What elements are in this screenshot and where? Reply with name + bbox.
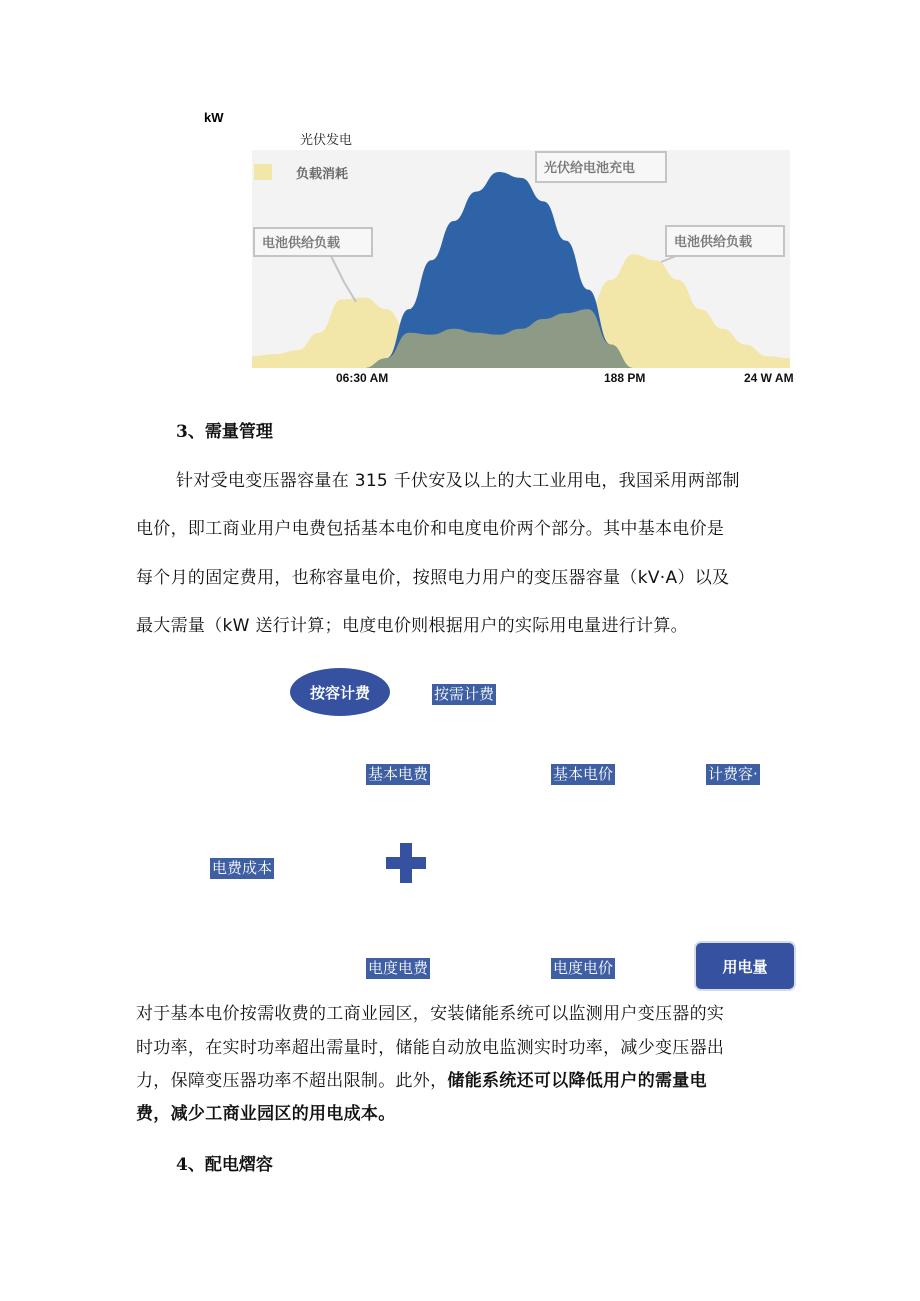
basic-price-label: 基本电价 bbox=[553, 765, 614, 783]
callout-center bbox=[536, 152, 666, 182]
basic-fee-label: 基本电费 bbox=[368, 765, 429, 783]
paragraph-line: 电价，即工商业用户电费包括基本电价和电度电价两个部分。其中基本电价是 bbox=[136, 519, 725, 539]
capacity-billing-ellipse: 按容计费 bbox=[290, 668, 390, 716]
callout-right bbox=[661, 226, 784, 262]
demand-billing-label: 按需计费 bbox=[434, 685, 495, 703]
paragraph-line: 时功率，在实时功率超出需量时，储能自动放电监测实时功率，减少变压器出 bbox=[136, 1038, 725, 1058]
section-4-heading: 4、配电熠容 bbox=[176, 1155, 273, 1175]
paragraph-line bbox=[136, 1066, 707, 1091]
section-3-heading: 3、需量管理 bbox=[176, 422, 273, 442]
legend-label-load: 负载消耗 bbox=[296, 167, 349, 182]
svg-text:电池供给负载: 电池供给负载 bbox=[674, 235, 753, 250]
electricity-cost-label: 电费成本 bbox=[212, 859, 273, 877]
svg-text:光伏给电池充电: 光伏给电池充电 bbox=[544, 161, 636, 176]
emphasis-text: 储能系统还可以降低用户的需量电 bbox=[447, 1071, 707, 1091]
paragraph-line: 针对受电变压器容量在 315 千伏安及以上的大工业用电，我国采用两部制 bbox=[176, 471, 740, 491]
legend-label-pv: 光伏发电 bbox=[300, 133, 353, 148]
electricity-usage-box: 用电量 bbox=[694, 941, 796, 991]
paragraph-line: 每个月的固定费用，也称容量电价，按照电力用户的变压器容量（kV·A）以及 bbox=[136, 568, 730, 588]
x-tick-1: 188 PM bbox=[604, 371, 646, 385]
legend-swatch-load bbox=[254, 164, 272, 180]
paragraph-line: 对于基本电价按需收费的工商业园区，安装储能系统可以监测用户变压器的实 bbox=[136, 1004, 725, 1024]
x-tick-2: 24 W AM bbox=[744, 371, 794, 385]
billing-capacity-label: 计费容· bbox=[708, 765, 758, 783]
energy-chart bbox=[196, 100, 816, 390]
x-tick-0: 06:30 AM bbox=[336, 371, 389, 385]
paragraph-line bbox=[136, 1099, 396, 1124]
y-unit-label: kW bbox=[204, 110, 224, 125]
energy-fee-label: 电度电费 bbox=[368, 959, 429, 977]
emphasis-text: 费，减少工商业园区的用电成本。 bbox=[136, 1104, 396, 1124]
paragraph-line: 最大需量（kW 送行计算；电度电价则根据用户的实际用电量进行计算。 bbox=[136, 616, 688, 636]
paragraph-text: 力，保障变压器功率不超出限制。此外， bbox=[136, 1071, 448, 1091]
svg-text:电池供给负载: 电池供给负载 bbox=[262, 236, 341, 251]
energy-price-label: 电度电价 bbox=[553, 959, 614, 977]
